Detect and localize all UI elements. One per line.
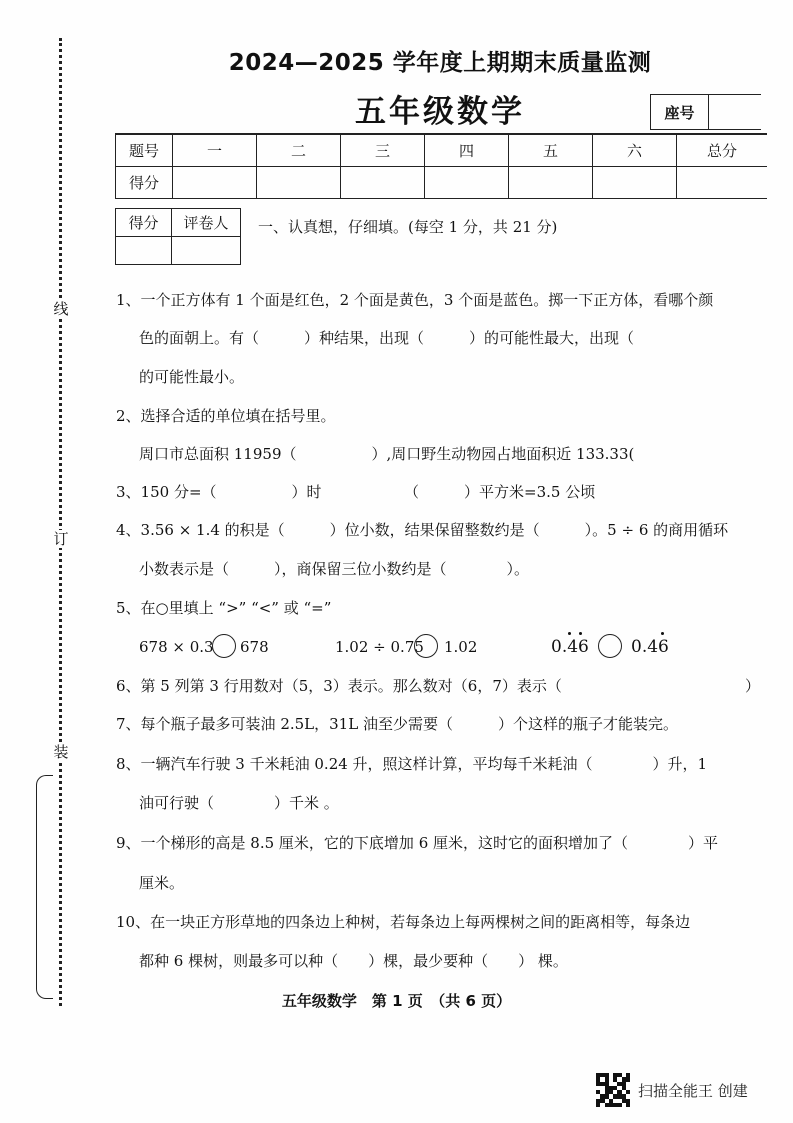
score-cell[interactable]: [593, 167, 677, 199]
q5-a-left: 678 × 0.3: [139, 638, 214, 656]
score-table-col-total: 总分: [677, 134, 768, 167]
score-cell[interactable]: [425, 167, 509, 199]
q1-line-1: 1、一个正方体有 1 个面是红色，2 个面是黄色，3 个面是蓝色。掷一下正方体，看哪个颜: [116, 291, 714, 309]
exam-title: 2024—2025 学年度上期期末质量监测: [228, 50, 652, 76]
score-table-col-3: 三: [341, 134, 425, 167]
q7-line-1: 7、每个瓶子最多可装油 2.5L，31L 油至少需要（ ）个这样的瓶子才能装完。: [116, 715, 678, 733]
grader-score-field[interactable]: [116, 237, 172, 265]
q6-close-paren: ）: [745, 677, 761, 695]
score-table-col-4: 四: [425, 134, 509, 167]
binding-char-line: 线: [53, 300, 69, 318]
seat-number-label: 座号: [651, 95, 709, 129]
q9-line-1: 9、一个梯形的高是 8.5 厘米，它的下底增加 6 厘米，这时它的面积增加了（ ）平: [116, 834, 719, 852]
q4-line-1: 4、3.56 × 1.4 的积是（ ）位小数，结果保留整数约是（ ）。5 ÷ 6 的商用循环: [116, 521, 729, 539]
repeating-dot: [661, 632, 664, 635]
q2-line-2: 周口市总面积 11959（ ）,周口野生动物园占地面积近 133.33(: [139, 445, 635, 463]
score-table-col-5: 五: [509, 134, 593, 167]
score-table-col-2: 二: [257, 134, 341, 167]
score-table: [115, 133, 767, 199]
seat-number-box: [650, 94, 761, 130]
score-cell[interactable]: [173, 167, 257, 199]
repeating-dot: [579, 632, 582, 635]
score-table-col-1: 一: [173, 134, 257, 167]
q5-c-right: 0.46: [631, 637, 669, 657]
score-cell-total[interactable]: [677, 167, 768, 199]
compare-circle-c[interactable]: [598, 634, 622, 658]
q5-a-right: 678: [240, 638, 269, 656]
score-table-col-6: 六: [593, 134, 677, 167]
qr-code-icon: [596, 1073, 630, 1107]
exam-subject: 五年级数学: [355, 94, 525, 130]
seat-number-field[interactable]: [709, 95, 761, 129]
score-cell[interactable]: [257, 167, 341, 199]
score-cell[interactable]: [341, 167, 425, 199]
binding-bracket: [36, 775, 53, 999]
q8-line-2: 油可行驶（ ）千米 。: [139, 794, 339, 812]
q6-line-1: 6、第 5 列第 3 行用数对（5，3）表示。那么数对（6，7）表示（: [116, 677, 562, 695]
binding-char-order: 订: [53, 530, 69, 548]
q5-b-right: 1.02: [444, 638, 478, 656]
q5-b-left: 1.02 ÷ 0.75: [335, 638, 424, 656]
score-table-header-row: [116, 134, 768, 167]
grader-name-field[interactable]: [172, 237, 241, 265]
q1-line-3: 的可能性最小。: [139, 368, 245, 386]
q3-line-1: 3、150 分=（ ）时 （ ）平方米=3.5 公顷: [116, 483, 596, 501]
compare-circle-a[interactable]: [212, 634, 236, 658]
scanner-watermark: 扫描全能王 创建: [638, 1082, 748, 1100]
score-table-score-row: [116, 167, 768, 199]
grader-box: [115, 208, 241, 265]
section-1-title: 一、认真想，仔细填。(每空 1 分，共 21 分): [258, 218, 558, 236]
q10-line-2: 都种 6 棵树，则最多可以种（ ）棵，最少要种（ ） 棵。: [139, 952, 568, 970]
compare-circle-b[interactable]: [414, 634, 438, 658]
repeating-dot: [568, 632, 571, 635]
q5-line-1: 5、在○里填上 “>” “<” 或 “=”: [116, 599, 332, 617]
q2-line-1: 2、选择合适的单位填在括号里。: [116, 407, 336, 425]
q10-line-1: 10、在一块正方形草地的四条边上种树，若每条边上每两棵树之间的距离相等，每条边: [116, 913, 691, 931]
q8-line-1: 8、一辆汽车行驶 3 千米耗油 0.24 升，照这样计算，平均每千米耗油（ ）升，1: [116, 755, 708, 773]
score-table-header-label: 题号: [116, 134, 173, 167]
binding-char-bind: 装: [53, 743, 69, 761]
q9-line-2: 厘米。: [139, 874, 185, 892]
q5-c-left: 0.46: [551, 637, 589, 657]
q4-line-2: 小数表示是（ ），商保留三位小数约是（ ）。: [139, 560, 530, 578]
grader-name-label: 评卷人: [172, 209, 241, 237]
score-cell[interactable]: [509, 167, 593, 199]
binding-dotted-line: [59, 38, 62, 1006]
score-table-score-label: 得分: [116, 167, 173, 199]
grader-score-label: 得分: [116, 209, 172, 237]
page-footer: 五年级数学 第 1 页 （共 6 页）: [281, 992, 512, 1010]
q1-line-2: 色的面朝上。有（ ）种结果，出现（ ）的可能性最大，出现（: [139, 329, 635, 347]
